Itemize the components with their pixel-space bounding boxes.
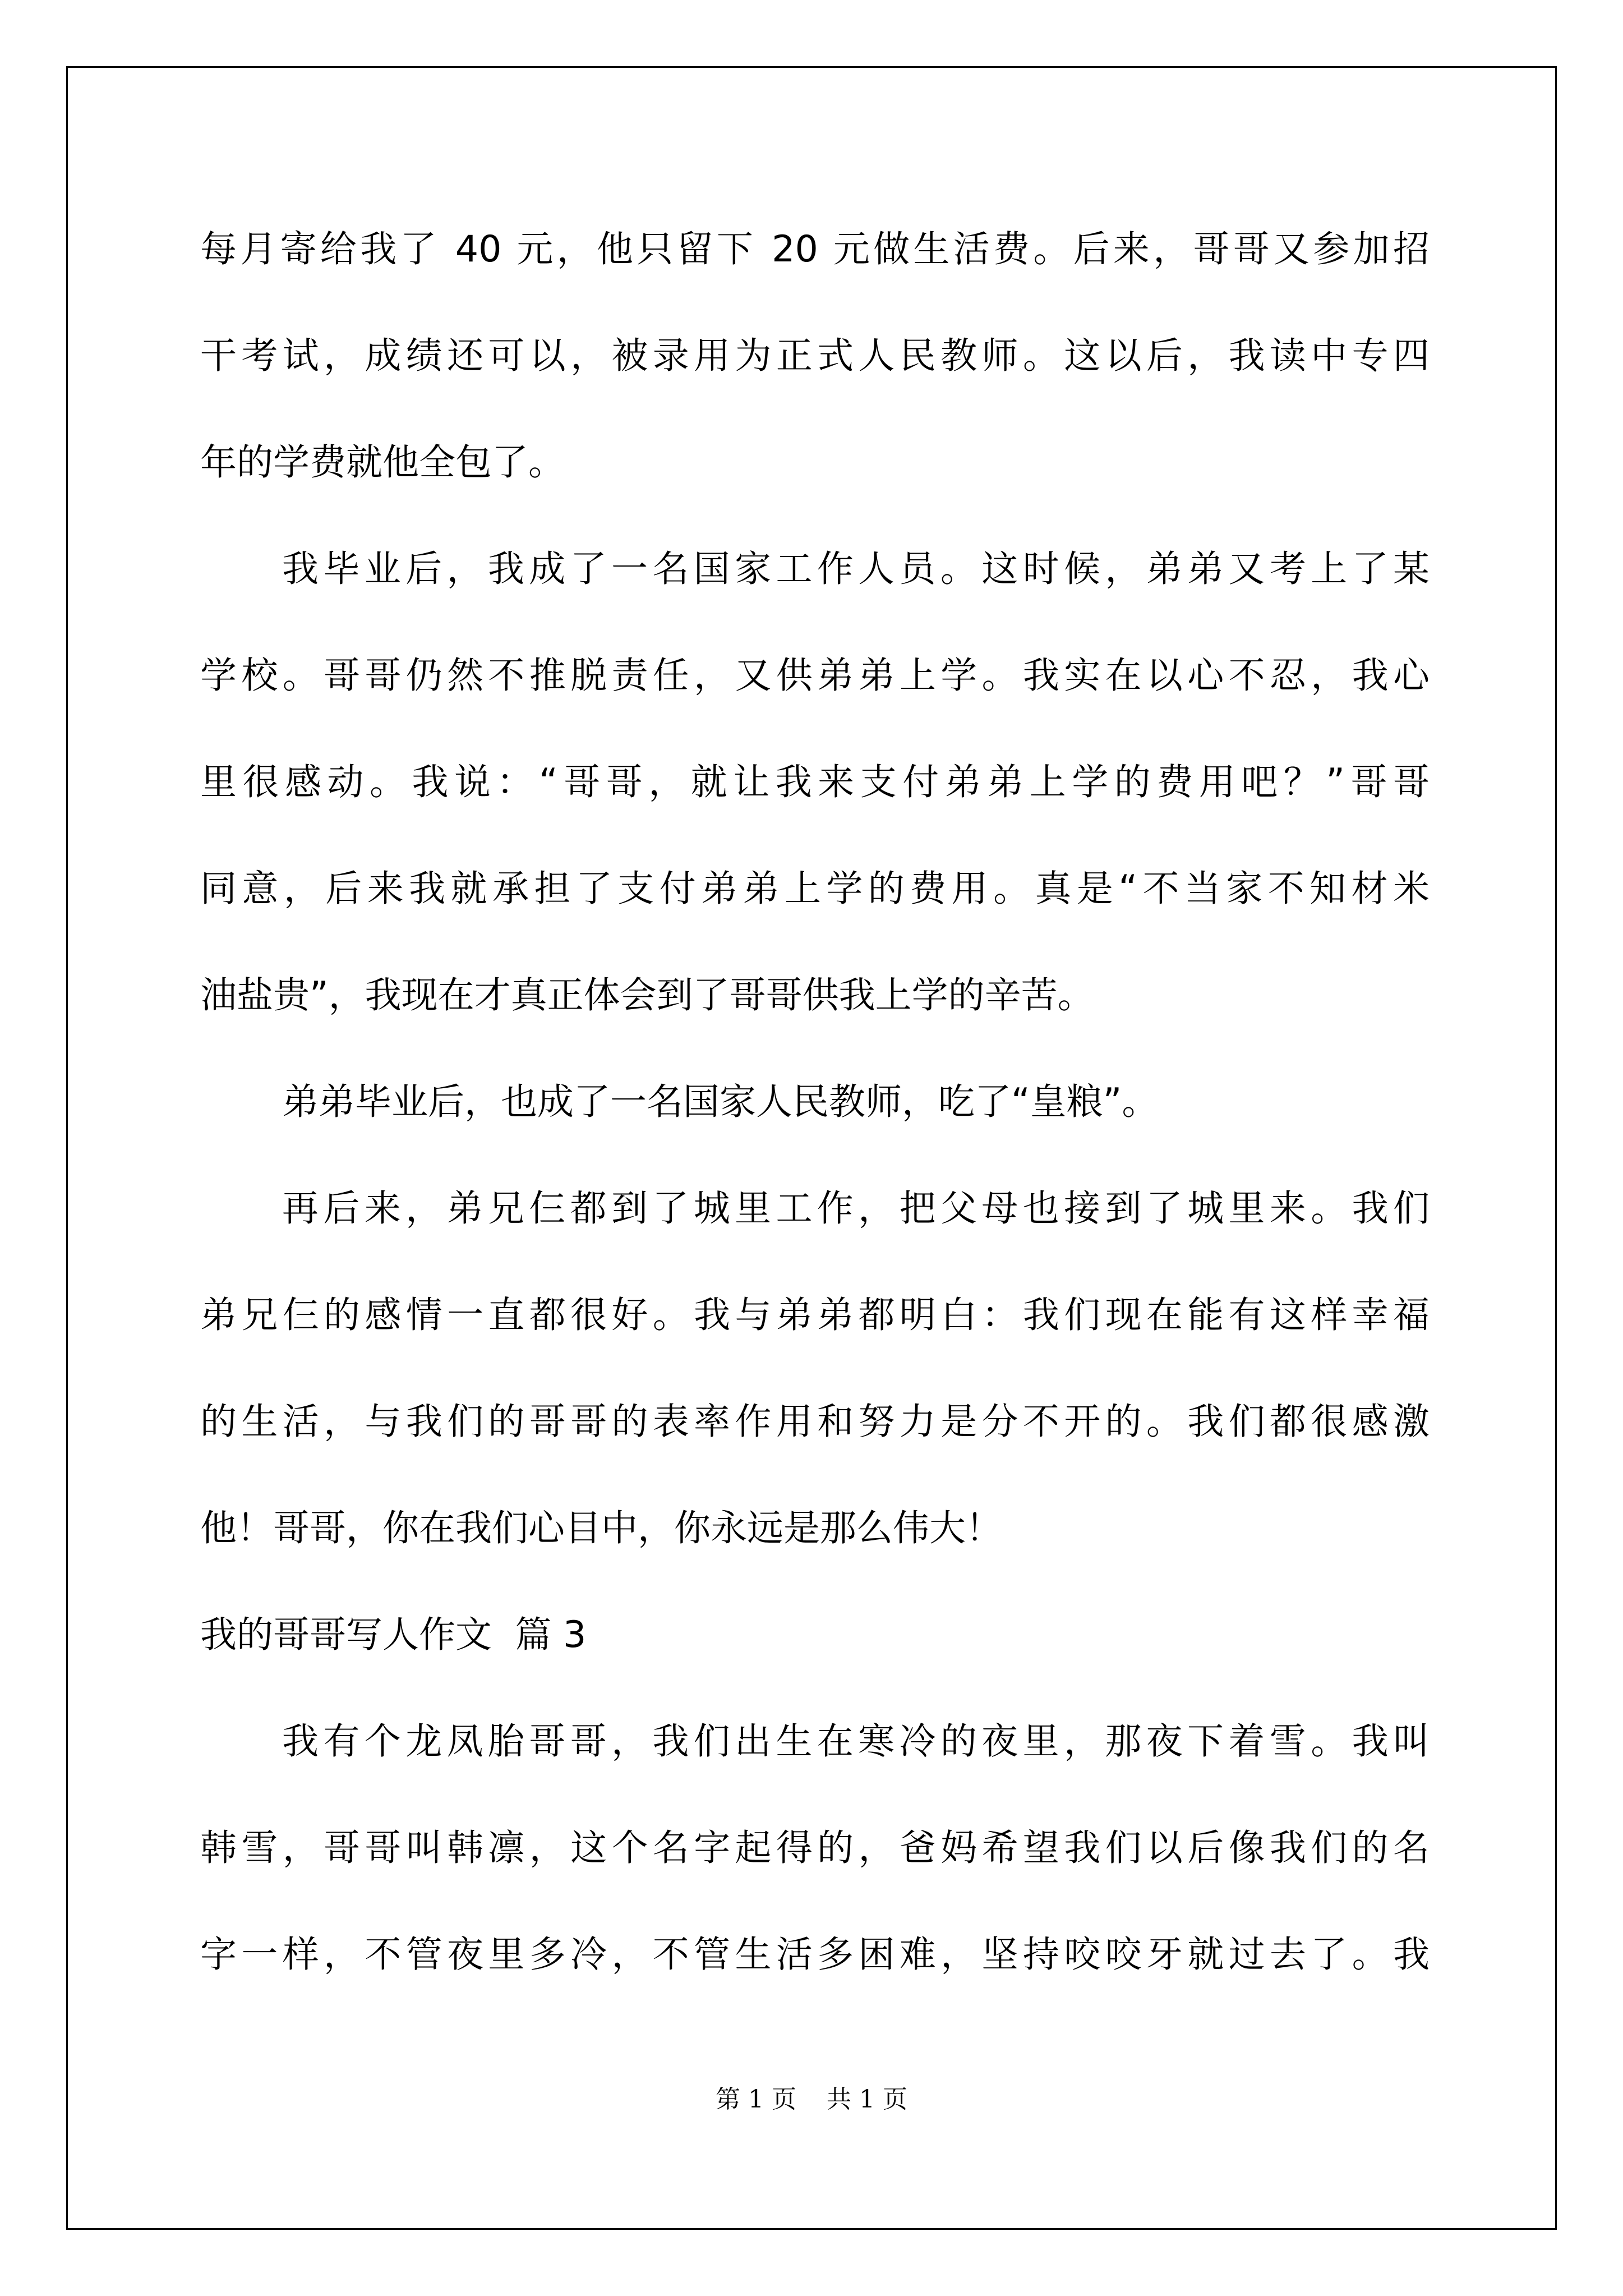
body-line-5: 学校。哥哥仍然不推脱责任，又供弟弟上学。我实在以心不忍，我心	[200, 655, 1430, 697]
body-line-2: 干考试，成绩还可以，被录用为正式人民教师。这以后，我读中专四	[200, 335, 1430, 377]
page-border	[66, 66, 1557, 2230]
body-line-10: 再后来，弟兄仨都到了城里工作，把父母也接到了城里来。我们	[282, 1188, 1430, 1230]
body-line-6: 里很感动。我说：“哥哥，就让我来支付弟弟上学的费用吧？”哥哥	[200, 761, 1430, 803]
body-line-13: 他！哥哥，你在我们心目中，你永远是那么伟大！	[200, 1507, 1003, 1549]
body-line-8: 油盐贵”，我现在才真正体会到了哥哥供我上学的辛苦。	[200, 974, 1094, 1016]
body-line-3: 年的学费就他全包了。	[200, 441, 565, 484]
body-line-15: 韩雪，哥哥叫韩凛，这个名字起得的，爸妈希望我们以后像我们的名	[200, 1827, 1430, 1869]
page-total: 共 1 页	[827, 2085, 907, 2114]
page-footer	[0, 2083, 1623, 2116]
page-number: 第 1 页	[716, 2085, 796, 2114]
section-heading: 我的哥哥写人作文 篇 3	[200, 1614, 587, 1656]
body-line-11: 弟兄仨的感情一直都很好。我与弟弟都明白：我们现在能有这样幸福	[200, 1294, 1430, 1336]
body-line-14: 我有个龙凤胎哥哥，我们出生在寒冷的夜里，那夜下着雪。我叫	[282, 1720, 1430, 1763]
body-line-9: 弟弟毕业后，也成了一名国家人民教师，吃了“皇粮”。	[282, 1081, 1159, 1123]
body-line-16: 字一样，不管夜里多冷，不管生活多困难，坚持咬咬牙就过去了。我	[200, 1934, 1430, 1976]
body-line-1: 每月寄给我了 40 元，他只留下 20 元做生活费。后来，哥哥又参加招	[200, 228, 1430, 270]
body-line-12: 的生活，与我们的哥哥的表率作用和努力是分不开的。我们都很感激	[200, 1401, 1430, 1443]
body-line-7: 同意，后来我就承担了支付弟弟上学的费用。真是“不当家不知材米	[200, 868, 1430, 910]
body-line-4: 我毕业后，我成了一名国家工作人员。这时候，弟弟又考上了某	[282, 548, 1430, 590]
